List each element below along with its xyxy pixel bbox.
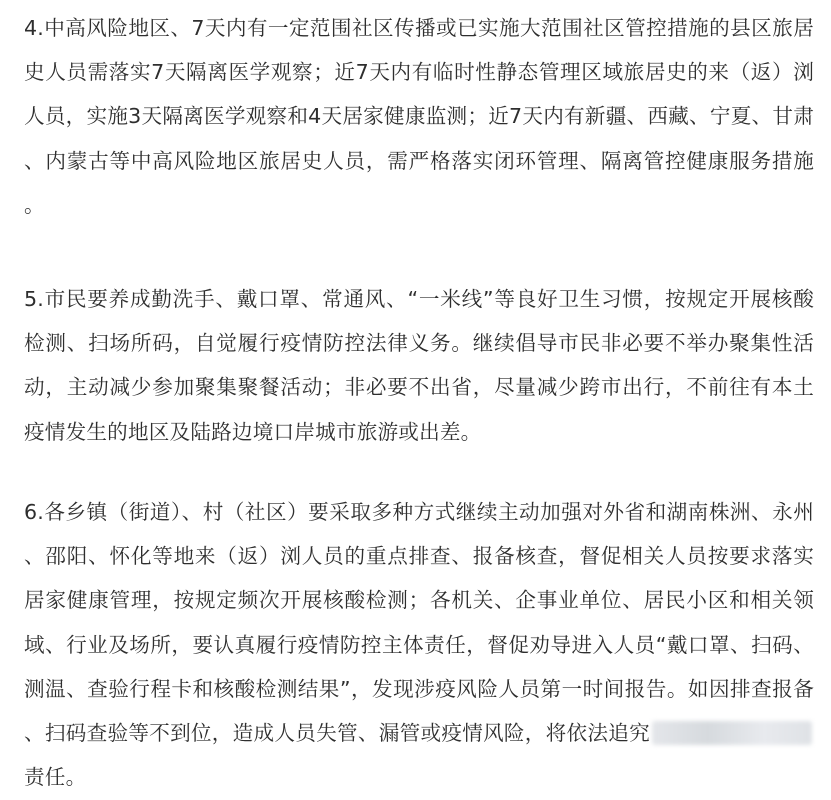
paragraph-item-6-text: 6.各乡镇（街道）、村（社区）要采取多种方式继续主动加强对外省和湖南株洲、永州、邵阳、怀化等地来（返）浏人员的重点排查、报备核查，督促相关人员按要求落实居家健康管理，按规定频次开展核酸检测；各机关、企事业单位、居民小区和相关领域、行业及场所，要认真履行疫情防控主体责任，督促劝导进入人员“戴口罩、扫码、测温、查验行程卡和核酸检测结果”，发现涉疫风险人员第一时间报告。如因排查报备、扫码查验等不到位，造成人员失管、漏管或疫情风险，将依法追究 <box>24 500 814 746</box>
paragraph-item-6-tail: 责任。 <box>24 765 87 790</box>
paragraph-item-6 <box>24 490 814 799</box>
paragraph-item-5: 5.市民要养成勤洗手、戴口罩、常通风、“一米线”等良好卫生习惯，按规定开展核酸检测、扫场所码，自觉履行疫情防控法律义务。继续倡导市民非必要不举办聚集性活动，主动减少参加聚集聚餐活动；非必要不出省，尽量减少跨市出行，不前往有本土疫情发生的地区及陆路边境口岸城市旅游或出差。 <box>24 287 814 444</box>
redacted-blur <box>652 721 812 745</box>
paragraph-item-4: 4.中高风险地区、7天内有一定范围社区传播或已实施大范围社区管控措施的县区旅居史人员需落实7天隔离医学观察；近7天内有临时性静态管理区域旅居史的来（返）浏人员，实施3天隔离医学观察和4天居家健康监测；近7天内有新疆、西藏、宁夏、甘肃、内蒙古等中高风险地区旅居史人员，需严格落实闭环管理、隔离管控健康服务措施。 <box>24 16 814 217</box>
